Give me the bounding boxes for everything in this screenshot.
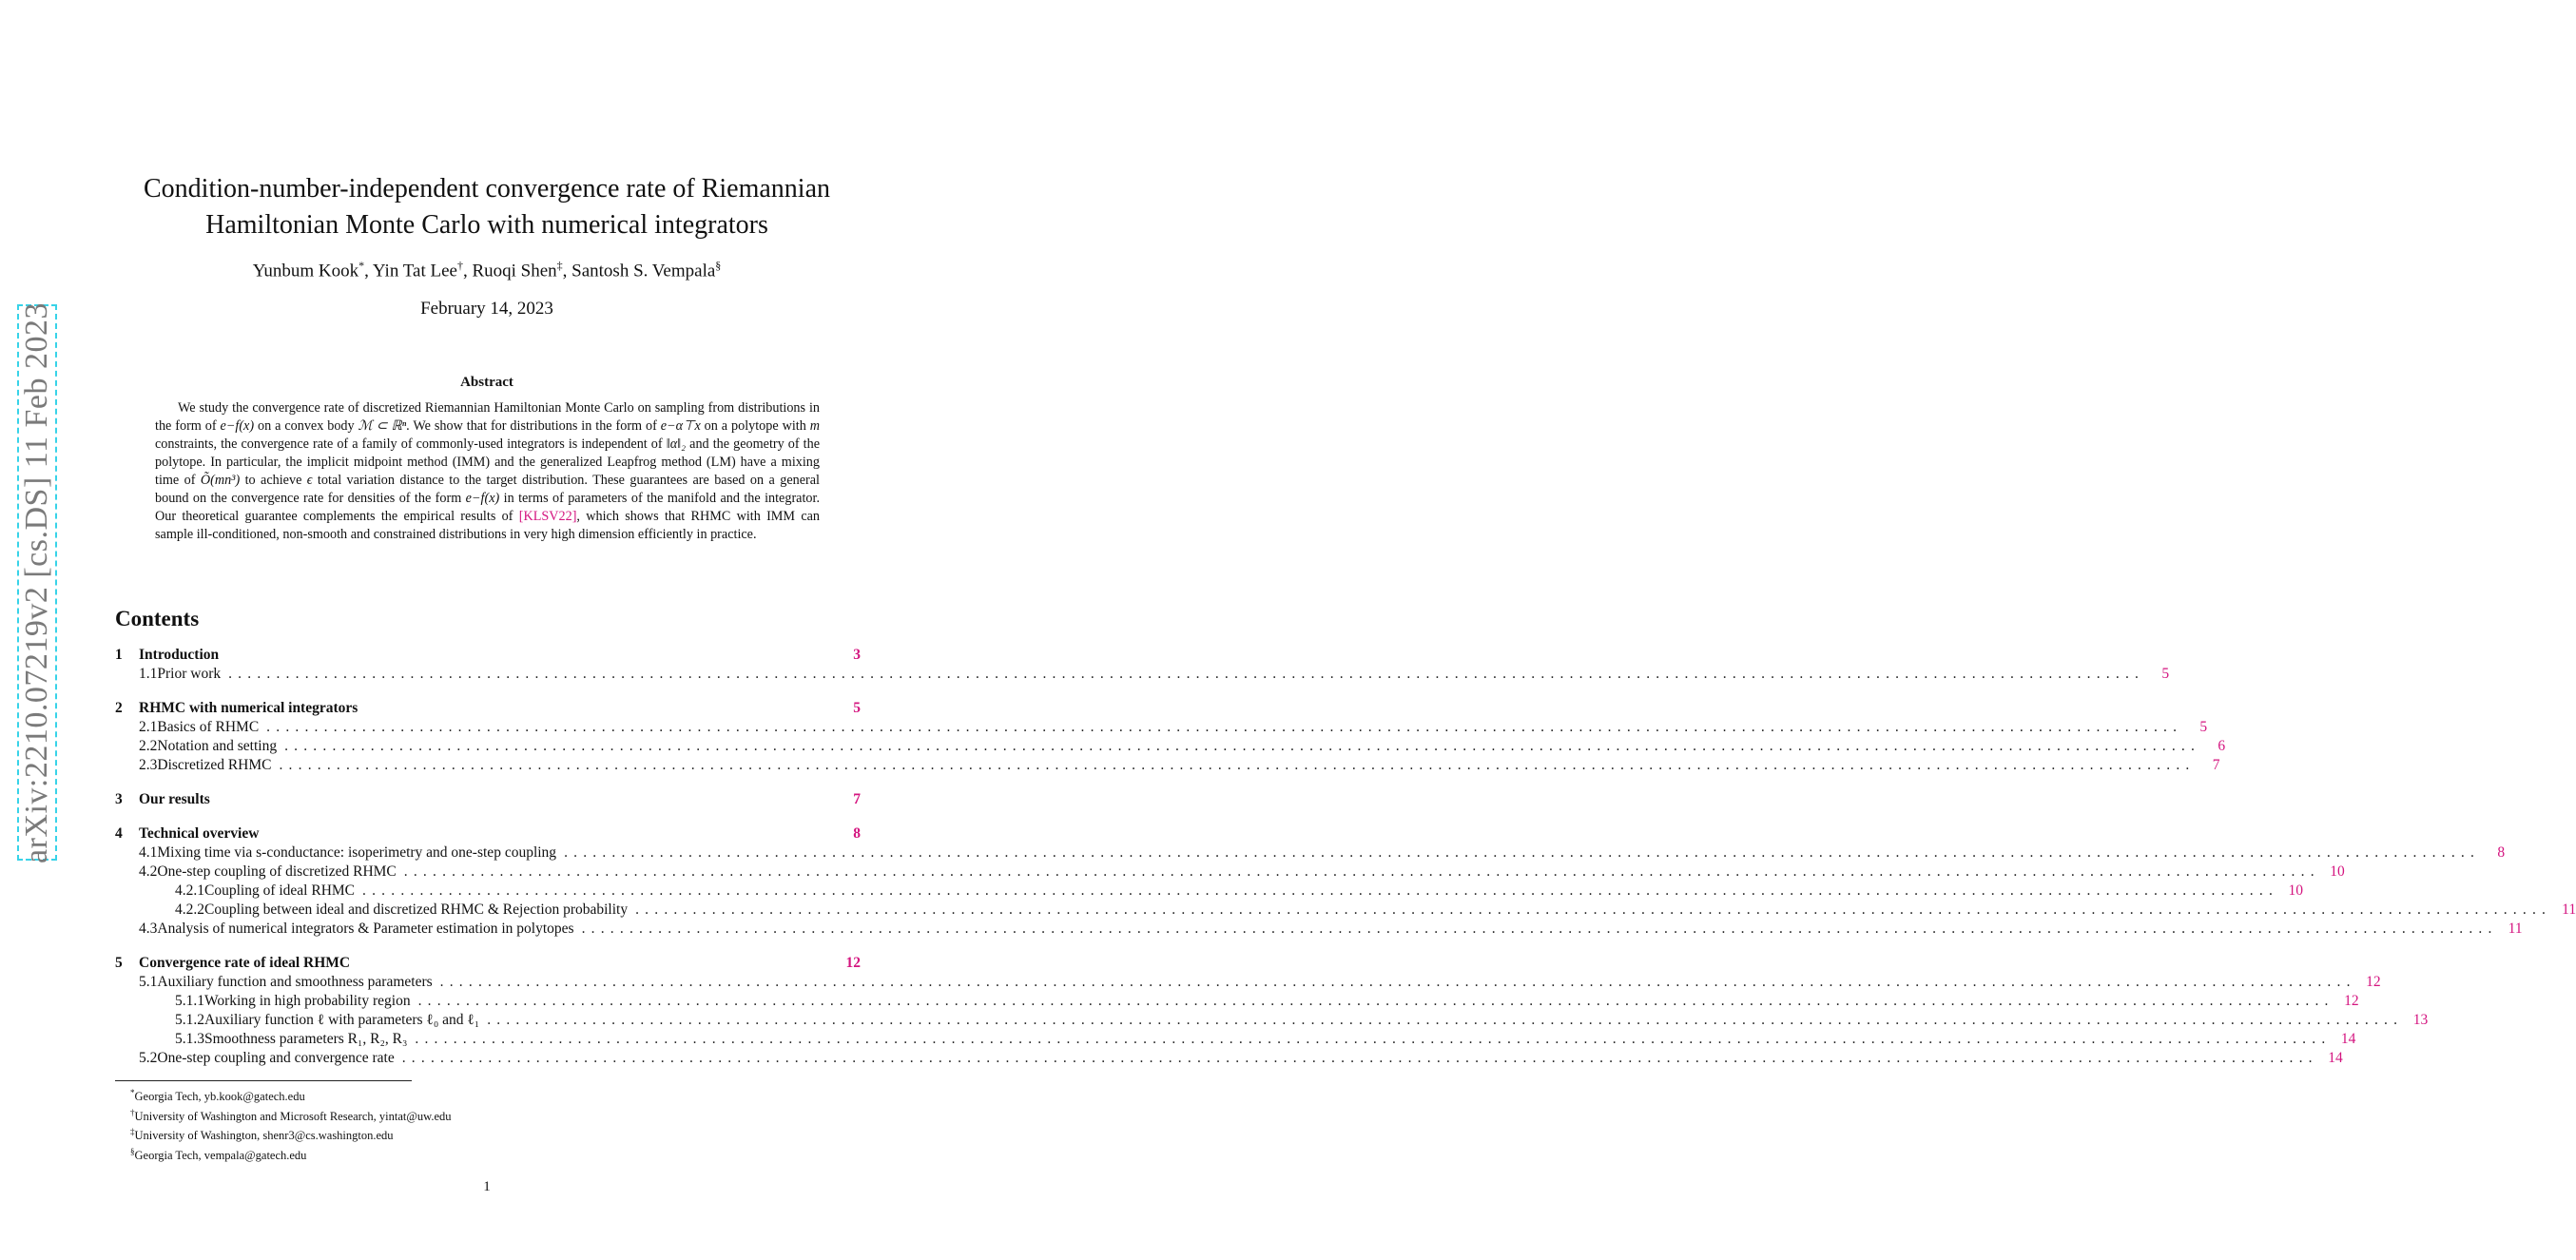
- citation-link[interactable]: [KLSV22]: [518, 509, 577, 524]
- author-mark: ‡: [556, 259, 563, 272]
- toc-label: Auxiliary function ℓ with parameters ℓ₀ and ℓ₁: [204, 1012, 480, 1028]
- toc-label: Analysis of numerical integrators & Parameter estimation in polytopes: [157, 921, 574, 937]
- author-name: Yin Tat Lee: [372, 261, 457, 281]
- toc-label: Basics of RHMC: [157, 719, 260, 735]
- toc-entry[interactable]: [115, 921, 2523, 940]
- toc-leader-dots: ........................................................................................................................................................................................................: [228, 666, 2145, 682]
- toc-page-link[interactable]: 5: [853, 700, 861, 716]
- toc-label: Introduction: [139, 647, 220, 663]
- footnote: [130, 1085, 452, 1105]
- abstract-body: [155, 399, 820, 544]
- abstract-text: on a polytope with: [700, 418, 810, 434]
- footnote-rule: [115, 1080, 412, 1081]
- arxiv-identifier: arXiv:2210.07219v2 [cs.DS] 11 Feb 2023: [19, 301, 54, 863]
- paper-title: [105, 171, 869, 243]
- toc-leader-dots: ........................................................................................................................................................................................................: [581, 921, 2498, 937]
- toc-entry[interactable]: [115, 1031, 2356, 1050]
- toc-page-link[interactable]: 14: [2328, 1050, 2343, 1066]
- toc-entry[interactable]: [115, 719, 2208, 738]
- abstract-text: constraints, the convergence rate of a family of commonly-used integrators is independent of: [155, 436, 667, 452]
- author-name: Ruoqi Shen: [472, 261, 557, 281]
- contents-heading: Contents: [115, 607, 200, 630]
- abstract-text: , which shows that RHMC with IMM can sample ill-conditioned, non-smooth and constrained distributions in very high dimension efficiently in practice.: [155, 509, 821, 542]
- toc-number: 2: [115, 700, 123, 716]
- toc-number: 5.1: [139, 974, 158, 990]
- toc-label: One-step coupling and convergence rate: [157, 1050, 395, 1066]
- page-number: 1: [483, 1179, 491, 1194]
- abstract-text: and the geometry of the polytope. In particular, the implicit midpoint method (IMM) and the generalized Leapfrog method (LM) have a mixing time of: [155, 436, 821, 488]
- toc-number: 4.2.1: [175, 882, 204, 899]
- toc-entry[interactable]: [115, 825, 861, 844]
- toc-page-link[interactable]: 12: [845, 955, 861, 971]
- footnote-text: University of Washington, shenr3@cs.washington.edu: [134, 1129, 394, 1143]
- toc-label: Auxiliary function and smoothness parameters: [157, 974, 433, 990]
- toc-number: 4.3: [139, 921, 158, 937]
- toc-label: One-step coupling of discretized RHMC: [157, 863, 397, 880]
- abstract-text: on a convex body: [254, 418, 358, 434]
- toc-leader-dots: ........................................................................................................................................................................................................: [417, 993, 2334, 1009]
- toc-number: 4: [115, 825, 123, 842]
- toc-leader-dots: ........................................................................................................................................................................................................: [403, 863, 2320, 880]
- author-name: Santosh S. Vempala: [571, 261, 716, 281]
- toc-number: 4.2: [139, 863, 158, 880]
- toc-entry[interactable]: [115, 993, 2359, 1012]
- footnote-text: Georgia Tech, yb.kook@gatech.edu: [134, 1090, 305, 1104]
- toc-number: 5.1.2: [175, 1012, 204, 1028]
- toc-entry[interactable]: [115, 844, 2506, 863]
- toc-page-link[interactable]: 12: [2366, 974, 2381, 990]
- toc-page-link[interactable]: 13: [2412, 1012, 2429, 1028]
- footnote-mark: †: [130, 1107, 135, 1117]
- publication-date: February 14, 2023: [420, 299, 553, 319]
- math-inline: e−α⊤x: [660, 418, 701, 434]
- math-inline: e−f(x): [220, 418, 255, 434]
- toc-label: Notation and setting: [157, 738, 278, 754]
- toc-entry[interactable]: [115, 647, 861, 666]
- footnote-text: Georgia Tech, vempala@gatech.edu: [134, 1149, 307, 1163]
- footnote-mark: *: [130, 1088, 135, 1097]
- toc-page-link[interactable]: 6: [2218, 738, 2226, 754]
- toc-leader-dots: ........................................................................................................................................................................................................: [564, 844, 2481, 861]
- toc-leader-dots: ........................................................................................................................................................................................................: [487, 1012, 2404, 1028]
- toc-label: Discretized RHMC: [157, 757, 272, 773]
- toc-entry[interactable]: [115, 882, 2304, 901]
- footnotes: [130, 1085, 452, 1164]
- footnote: [130, 1105, 452, 1125]
- footnote-text: University of Washington and Microsoft Research, yintat@uw.edu: [134, 1109, 452, 1123]
- title-line-1: Condition-number-independent convergence rate of Riemannian: [143, 174, 830, 204]
- toc-page-link[interactable]: 8: [2497, 844, 2506, 861]
- abstract-text: to achieve: [240, 473, 307, 488]
- footnote-mark: ‡: [130, 1127, 135, 1137]
- toc-label: Prior work: [157, 666, 222, 682]
- toc-number: 5.2: [139, 1050, 158, 1066]
- toc-leader-dots: ........................................................................................................................................................................................................: [279, 757, 2196, 773]
- toc-number: 5.1.1: [175, 993, 204, 1009]
- toc-entry[interactable]: [115, 791, 861, 810]
- toc-number: 2.1: [139, 719, 158, 735]
- toc-page-link[interactable]: 8: [853, 825, 861, 842]
- math-inline: Õ(mn³): [200, 473, 241, 488]
- toc-page-link[interactable]: 11: [2508, 921, 2523, 937]
- toc-number: 4.2.2: [175, 901, 204, 918]
- toc-number: 5: [115, 955, 123, 971]
- toc-leader-dots: ........................................................................................................................................................................................................: [284, 738, 2201, 754]
- author-mark: §: [715, 259, 722, 272]
- abstract-text: in terms of parameters of the manifold and the integrator. Our theoretical guarantee complements the empirical results of: [155, 491, 820, 524]
- author-name: Yunbum Kook: [252, 261, 359, 281]
- author-mark: *: [358, 259, 365, 272]
- footnote: [130, 1144, 452, 1164]
- toc-entry[interactable]: [115, 1012, 2429, 1031]
- toc-number: 4.1: [139, 844, 158, 861]
- toc-label: Smoothness parameters R₁, R₂, R₃: [204, 1031, 408, 1047]
- toc-label: Mixing time via s-conductance: isoperimetry and one-step coupling: [157, 844, 557, 861]
- toc-page-link[interactable]: 10: [2288, 882, 2304, 899]
- toc-number: 2.2: [139, 738, 158, 754]
- toc-label: Our results: [139, 791, 210, 807]
- abstract-text: We study the convergence rate of discretized Riemannian Hamiltonian Monte Carlo on sampling from distributions in the form of: [155, 400, 820, 434]
- math-inline: ‖α‖₂: [666, 436, 687, 452]
- toc-entry[interactable]: [115, 738, 2226, 757]
- toc-page-link[interactable]: 14: [2340, 1031, 2356, 1047]
- toc-entry[interactable]: [115, 863, 2345, 882]
- math-inline: e−f(x): [465, 491, 500, 506]
- author-mark: †: [456, 259, 463, 272]
- toc-page-link[interactable]: 7: [2212, 757, 2220, 773]
- toc-leader-dots: ........................................................................................................................................................................................................: [415, 1031, 2332, 1047]
- toc-number: 2.3: [139, 757, 158, 773]
- toc-label: RHMC with numerical integrators: [139, 700, 358, 716]
- toc-entry[interactable]: [115, 700, 861, 719]
- toc-entry[interactable]: [115, 666, 2170, 685]
- footnote-mark: §: [130, 1146, 135, 1156]
- abstract-text: total variation distance to the target distribution. These guarantees are based on a general bound on the convergence rate for densities of the form: [155, 473, 820, 506]
- title-line-2: Hamiltonian Monte Carlo with numerical integrators: [205, 210, 768, 240]
- toc-number: 1.1: [139, 666, 158, 682]
- math-inline: ℳ ⊂ ℝⁿ: [358, 418, 407, 434]
- toc-page-link[interactable]: 7: [853, 791, 861, 807]
- toc-entry[interactable]: [115, 757, 2220, 776]
- math-inline: ϵ: [306, 473, 313, 488]
- toc-leader-dots: ........................................................................................................................................................................................................: [635, 901, 2552, 918]
- abstract-text: . We show that for distributions in the form of: [406, 418, 661, 434]
- toc-leader-dots: ........................................................................................................................................................................................................: [266, 719, 2183, 735]
- toc-number: 5.1.3: [175, 1031, 204, 1047]
- toc-entry[interactable]: [115, 901, 2576, 921]
- toc-label: Technical overview: [139, 825, 260, 842]
- toc-label: Convergence rate of ideal RHMC: [139, 955, 351, 971]
- toc-page-link[interactable]: 5: [2199, 719, 2208, 735]
- abstract-heading: Abstract: [460, 375, 513, 390]
- toc-label: Coupling between ideal and discretized RHMC & Rejection probability: [204, 901, 629, 918]
- toc-page-link[interactable]: 10: [2330, 863, 2345, 880]
- toc-page-link[interactable]: 11: [2562, 901, 2576, 918]
- toc-entry[interactable]: [115, 974, 2381, 993]
- toc-leader-dots: ........................................................................................................................................................................................................: [362, 882, 2279, 899]
- toc-number: 1: [115, 647, 123, 663]
- toc-leader-dots: ........................................................................................................................................................................................................: [439, 974, 2356, 990]
- toc-leader-dots: ........................................................................................................................................................................................................: [401, 1050, 2318, 1066]
- arxiv-side-stamp: [17, 301, 57, 863]
- toc-page-link[interactable]: 12: [2344, 993, 2359, 1009]
- author-list: Yunbum Kook*, Yin Tat Lee†, Ruoqi Shen‡, Santosh S. Vempala§: [252, 259, 722, 281]
- toc-page-link[interactable]: 5: [2161, 666, 2170, 682]
- math-inline: m: [809, 418, 820, 434]
- toc-label: Coupling of ideal RHMC: [204, 882, 356, 899]
- toc-entry[interactable]: [115, 955, 861, 974]
- toc-page-link[interactable]: 3: [853, 647, 861, 663]
- toc-label: Working in high probability region: [204, 993, 411, 1009]
- toc-entry[interactable]: [115, 1050, 2343, 1069]
- footnote: [130, 1124, 452, 1144]
- toc-number: 3: [115, 791, 123, 807]
